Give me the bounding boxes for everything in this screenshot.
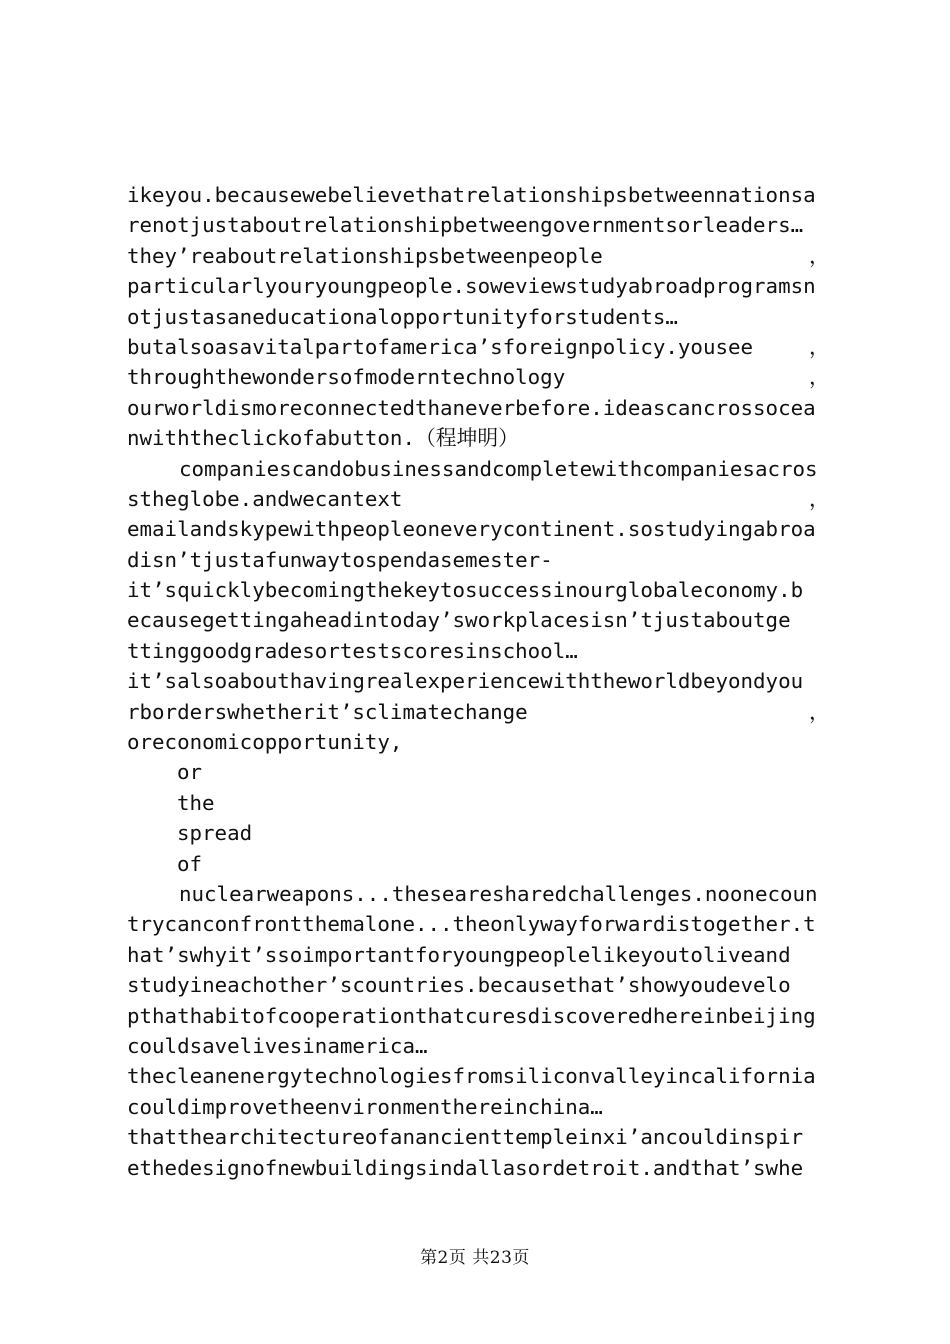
text-line: it’squicklybecomingthekeytosuccessinourglobaleconomy.b xyxy=(127,578,804,603)
text-line: rborderswhetherit’sclimatechange ， xyxy=(127,697,832,727)
trailing-comma: ， xyxy=(809,365,830,390)
text-line: throughthewondersofmoderntechnology ， xyxy=(127,362,832,392)
text-line: renotjustaboutrelationshipbetweengovernmentsorleaders… xyxy=(127,213,804,238)
text-line: companiescandobusinessandcompletewithcompaniesacros xyxy=(179,456,818,481)
text-line: stheglobe.andwecantext ， xyxy=(127,484,832,514)
text-line: disn’tjustafunwaytospendasemester- xyxy=(127,547,553,572)
text-line: or xyxy=(177,760,203,785)
text-line: oreconomicopportunity, xyxy=(127,730,403,755)
text-line: particularlyouryoungpeople.soweviewstudyabroadprogramsn xyxy=(127,274,816,299)
text-line: nwiththeclickofabutton.（程坤明） xyxy=(127,426,519,451)
text-line: ttinggoodgradesortestscoresinschool… xyxy=(127,638,578,663)
trailing-comma: ， xyxy=(809,699,830,724)
text-line: ecausegettingaheadintoday’sworkplacesisn’tjustaboutge xyxy=(127,608,791,633)
text-line: ourworldismoreconnectedthaneverbefore.ideascancrossocea xyxy=(127,395,816,420)
text-line: pthathabitofcooperationthatcuresdiscoveredhereinbeijing xyxy=(127,1003,816,1028)
text-line: studyineachother’scountries.becausethat’showyoudevelo xyxy=(127,973,791,998)
text-line: couldsavelivesinamerica… xyxy=(127,1033,428,1058)
text-line: ethedesignofnewbuildingsindallasordetroit.andthat’swhe xyxy=(127,1155,804,1180)
trailing-comma: ， xyxy=(809,243,830,268)
text-line: the xyxy=(177,790,215,815)
trailing-comma: ， xyxy=(809,486,830,511)
text-line: it’salsoabouthavingrealexperiencewiththeworldbeyondyou xyxy=(127,669,804,694)
text-line: trycanconfrontthemalone...theonlywayforwardistogether.t xyxy=(127,912,816,937)
text-line: butalsoasavitalpartofamerica’sforeignpolicy.yousee ， xyxy=(127,332,832,362)
text-line: ikeyou.becausewebelievethatrelationshipsbetweennationsa xyxy=(127,183,816,207)
text-line: of xyxy=(177,851,203,876)
text-line: nuclearweapons...thesearesharedchallenges.noonecoun xyxy=(179,881,818,906)
text-line: hat’swhyit’ssoimportantforyoungpeoplelikeyoutoliveand xyxy=(127,942,791,967)
text-line: emailandskypewithpeopleoneverycontinent.sostudyingabroa xyxy=(127,517,816,542)
text-line: they’reaboutrelationshipsbetweenpeople ， xyxy=(127,241,832,271)
body-text xyxy=(127,180,832,1183)
text-line: thatthearchitectureofanancienttempleinxi’ancouldinspir xyxy=(127,1125,804,1150)
page-number-footer: 第2页 共23页 xyxy=(420,1248,530,1268)
text-line: thecleanenergytechnologiesfromsiliconvalleyincalifornia xyxy=(127,1064,816,1089)
trailing-comma: ， xyxy=(809,334,830,359)
text-line: otjustasaneducationalopportunityforstudents… xyxy=(127,304,678,329)
text-line: spread xyxy=(177,821,253,846)
text-line: couldimprovetheenvironmenthereinchina… xyxy=(127,1094,603,1119)
